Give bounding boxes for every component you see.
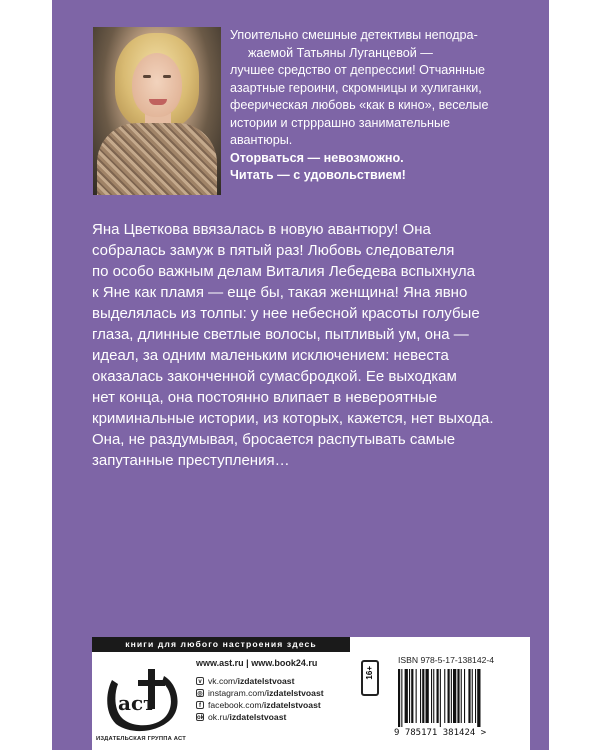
synopsis-line: криминальные истории, из которых, кажется, нет выхода. [92, 410, 494, 427]
website-links[interactable]: www.ast.ru | www.book24.ru [196, 658, 318, 668]
social-link-vk[interactable]: v vk.com/izdatelstvoast [196, 675, 324, 687]
barcode [392, 667, 522, 737]
blurb-line: азартные героини, скромницы и хулиганки, [230, 80, 482, 95]
barcode-bar [411, 669, 413, 723]
barcode-bar [405, 669, 408, 723]
barcode-bar [461, 669, 462, 723]
instagram-icon: ◎ [197, 691, 203, 697]
barcode-bar [437, 669, 439, 723]
book-synopsis [92, 219, 547, 471]
synopsis-line: нет конца, она постоянно влипает в невероятные [92, 389, 438, 406]
synopsis-line: к Яне как пламя — еще бы, такая женщина! Яна явно [92, 284, 468, 301]
ast-logo [98, 666, 184, 734]
synopsis-line: Она, не раздумывая, бросается распутывать самые [92, 431, 456, 448]
logo-text: аст [118, 691, 156, 715]
barcode-bar [457, 669, 459, 723]
barcode-bar [420, 669, 421, 723]
barcode-bar [431, 669, 432, 723]
blurb-line: авантюры. [230, 133, 293, 147]
barcode-bar [440, 669, 441, 727]
synopsis-line: собралась замуж в пятый раз! Любовь следователя [92, 242, 455, 259]
synopsis-line: оказалась законченной сумасбродкой. Ее выходкам [92, 368, 457, 385]
synopsis-line: идеал, за одним маленьким исключением: невеста [92, 347, 449, 364]
blurb-bold-line: Читать — с удовольствием! [230, 168, 406, 182]
age-rating-badge: 16+ [361, 660, 379, 696]
blurb-line: лучшее средство от депрессии! Отчаянные [230, 63, 486, 77]
blurb-line: жаемой Татьяны Луганцевой — [248, 45, 433, 60]
barcode-bar [444, 669, 445, 723]
tagline-banner: книги для любого настроения здесь [92, 637, 350, 652]
synopsis-line: Яна Цветкова ввязалась в новую авантюру! Она [92, 221, 431, 238]
barcode-bar [468, 669, 470, 723]
blurb-bold-line: Оторваться — невозможно. [230, 150, 404, 165]
facebook-icon: f [196, 701, 204, 709]
synopsis-line: глаза, длинные светлые волосы, пытливый ум, она — [92, 326, 469, 343]
blurb-line: Упоительно смешные детективы неподра- [230, 28, 478, 42]
barcode-digits: 9 785171 381424 > [394, 728, 487, 737]
barcode-bar [448, 669, 450, 723]
barcode-bar [472, 669, 473, 723]
barcode-bar [401, 669, 402, 727]
logo-caption: ИЗДАТЕЛЬСКАЯ ГРУППА АСТ [95, 736, 187, 742]
author-blurb [230, 27, 545, 185]
blurb-line: феерическая любовь «как в кино», веселые [230, 98, 489, 112]
social-links [196, 675, 324, 723]
barcode-bar [475, 669, 476, 723]
blurb-line: истории и стрррашно занимательные [230, 115, 450, 130]
barcode-bar [453, 669, 456, 723]
barcode-bar [433, 669, 434, 723]
barcode-bar [464, 669, 465, 723]
odnoklassniki-icon: ok [197, 715, 205, 721]
barcode-bar [451, 669, 452, 723]
barcode-bar [398, 669, 400, 727]
barcode-bar [426, 669, 429, 723]
barcode-bar [422, 669, 424, 723]
isbn-number: ISBN 978-5-17-138142-4 [398, 655, 495, 665]
author-photo [93, 27, 221, 195]
synopsis-line: по особо важным делам Виталия Лебедева вспыхнула [92, 263, 475, 280]
barcode-bar [409, 669, 410, 723]
publisher-panel [92, 637, 530, 750]
social-link-instagram[interactable]: ◎ instagram.com/izdatelstvoast [197, 688, 324, 698]
synopsis-line: выделялась из толпы: у нее небесной красоты голубые [92, 305, 480, 322]
vk-icon: v [196, 677, 204, 685]
social-link-odnoklassniki[interactable]: ok ok.ru/izdatelstvoast [197, 712, 287, 722]
synopsis-line: запутанные преступления… [92, 452, 290, 469]
barcode-bar [416, 669, 417, 723]
social-link-facebook[interactable]: f facebook.com/izdatelstvoast [196, 699, 324, 711]
barcode-bar [477, 669, 480, 727]
